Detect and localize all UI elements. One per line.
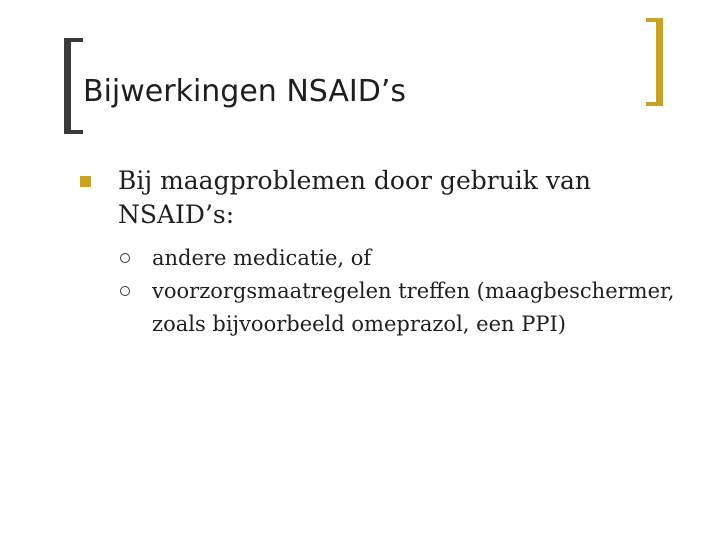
title-frame-left-bracket-bottom: [64, 130, 83, 134]
sub-bullet-list: [80, 242, 680, 341]
title-frame-left-bracket: [64, 38, 71, 134]
bullet-text: Bij maagproblemen door gebruik van NSAID’s:: [118, 166, 592, 229]
title-frame-right-bracket-bottom: [646, 102, 663, 106]
square-bullet-icon: [80, 176, 91, 187]
bullet-item: [80, 164, 680, 232]
title-frame-right-bracket-top: [646, 18, 663, 22]
sub-bullet-item: [80, 275, 680, 341]
title-frame-right-bracket: [656, 18, 663, 106]
slide-body: [80, 164, 680, 341]
sub-bullet-text: voorzorgsmaatregelen treffen (maagbeschermer, zoals bijvoorbeeld omeprazol, een PPI): [152, 279, 675, 336]
title-frame-left-bracket-top: [64, 38, 83, 42]
sub-bullet-item: [80, 242, 680, 275]
slide-title: Bijwerkingen NSAID’s: [83, 74, 407, 109]
circle-bullet-icon: [120, 253, 130, 263]
sub-bullet-text: andere medicatie, of: [152, 246, 372, 270]
circle-bullet-icon: [120, 286, 130, 296]
